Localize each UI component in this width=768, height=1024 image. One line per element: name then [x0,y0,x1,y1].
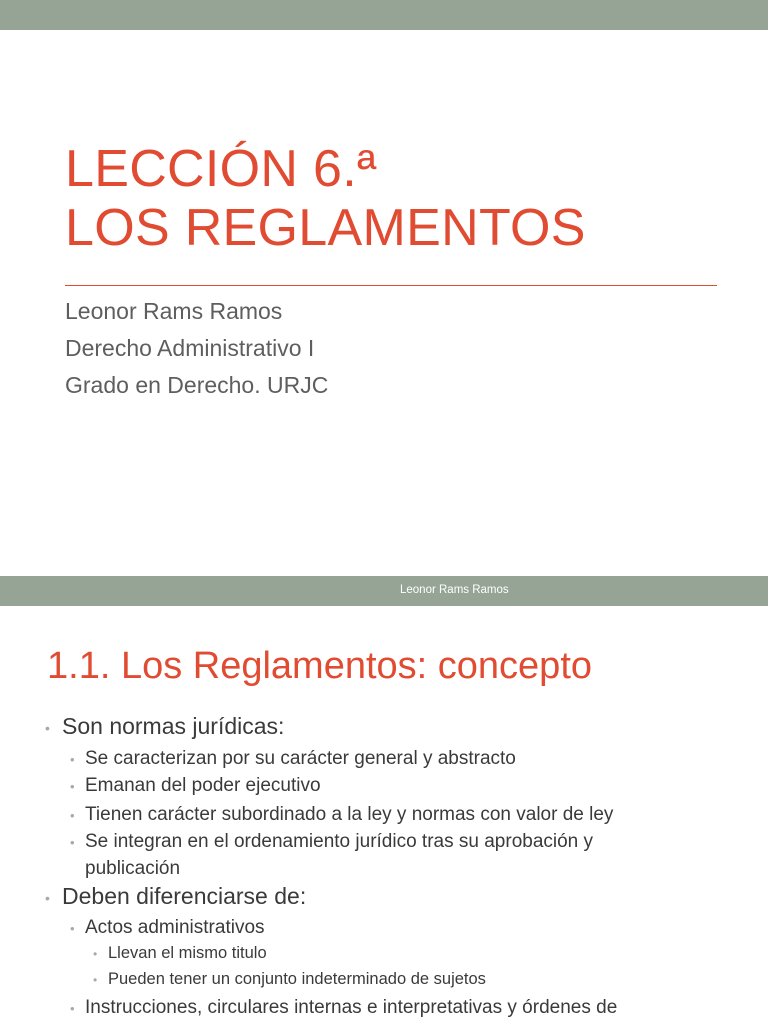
bullet-item [45,882,307,910]
bullet-item [70,994,685,1021]
bullet-icon: • [70,835,75,850]
bullet-item [70,828,685,882]
top-color-band [0,0,768,30]
bullet-text: Instrucciones, circulares internas e interpretativas y órdenes de [85,997,618,1018]
bullet-text: Llevan el mismo titulo [108,944,267,962]
bullet-icon: • [70,1001,75,1016]
bullet-text: Emanan del poder ejecutivo [85,775,321,796]
degree-name: Grado en Derecho. URJC [65,372,329,398]
bullet-text: Tienen carácter subordinado a la ley y normas con valor de ley [85,804,614,825]
bullet-item [70,801,685,828]
content-title: 1.1. Los Reglamentos: concepto [47,645,593,687]
bullet-text-continued: publicación [85,858,181,879]
bullet-item [70,914,685,941]
footer-band [0,576,768,606]
bullet-icon: • [45,890,50,906]
title-divider [65,285,717,286]
bullet-icon: • [70,808,75,823]
bullet-text: Deben diferenciarse de: [62,883,307,909]
slide-title-line-1: LECCIÓN 6.ª [65,140,377,198]
subtitle-block [65,293,328,404]
bullet-icon: • [70,752,75,767]
bullet-item [70,772,685,799]
bullet-text: Pueden tener un conjunto indeterminado de sujetos [108,970,486,988]
bullet-icon: • [93,947,98,961]
bullet-text: Se caracterizan por su carácter general y abstracto [85,748,516,769]
content-slide [0,606,768,1024]
bullet-text: Actos administrativos [85,917,265,938]
bullet-item [93,967,486,991]
footer-author: Leonor Rams Ramos [400,584,509,596]
bullet-item [70,745,685,772]
author-name: Leonor Rams Ramos [65,298,283,324]
course-name: Derecho Administrativo I [65,335,315,361]
slide-title [65,140,586,258]
slide-title-line-2: LOS REGLAMENTOS [65,199,586,257]
bullet-item [93,941,267,965]
bullet-icon: • [70,921,75,936]
bullet-text: Se integran en el ordenamiento jurídico tras su aprobación y [85,831,594,852]
title-slide [0,30,768,576]
bullet-icon: • [93,973,98,987]
bullet-item [45,712,285,740]
bullet-icon: • [45,720,50,736]
bullet-icon: • [70,779,75,794]
bullet-text: Son normas jurídicas: [62,713,285,739]
